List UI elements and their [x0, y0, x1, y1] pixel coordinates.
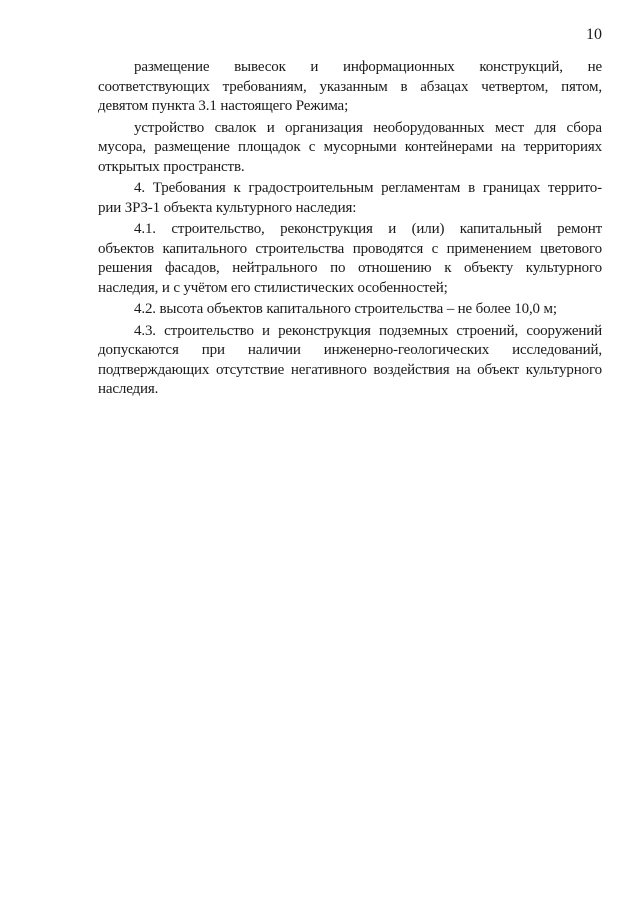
text-line: рии ЗРЗ-1 объекта культурного наследия:	[98, 199, 357, 216]
text-line: 4.1. строительство, реконструкция и (или) капитальный ремонт	[134, 221, 602, 237]
text-line: решения фасадов, нейтрального по отношению к объекту культурного	[98, 260, 602, 276]
document-body	[98, 58, 602, 402]
paragraph	[98, 119, 602, 178]
text-line: девятом пункта 3.1 настоящего Режима;	[98, 98, 349, 114]
paragraph	[98, 58, 602, 117]
page-number: 10	[586, 26, 602, 43]
text-line: открытых пространств.	[98, 158, 245, 175]
text-line: 4. Требования к градостроительным регламентам в границах террито-	[134, 180, 602, 196]
text-line: наследия, и с учётом его стилистических особенностей;	[98, 279, 448, 296]
paragraph	[98, 179, 602, 218]
paragraph	[98, 220, 602, 298]
text-line: 4.3. строительство и реконструкция подземных строений, сооружений	[134, 322, 602, 339]
text-line: объектов капитального строительства проводятся с применением цветового	[98, 240, 602, 257]
text-line: допускаются при наличии инженерно-геологических исследований,	[98, 342, 602, 358]
paragraph	[98, 322, 602, 400]
text-line: размещение вывесок и информационных конструкций, не	[134, 59, 602, 75]
text-line: мусора, размещение площадок с мусорными контейнерами на территориях	[98, 139, 602, 155]
paragraph	[98, 300, 602, 320]
text-line: устройство свалок и организация необорудованных мест для сбора	[134, 119, 602, 136]
text-line: подтверждающих отсутствие негативного воздействия на объект культурного	[98, 361, 602, 378]
text-line: 4.2. высота объектов капитального строительства – не более 10,0 м;	[134, 301, 557, 317]
text-line: наследия.	[98, 381, 159, 397]
text-line: соответствующих требованиям, указанным в абзацах четвертом, пятом,	[98, 78, 602, 95]
